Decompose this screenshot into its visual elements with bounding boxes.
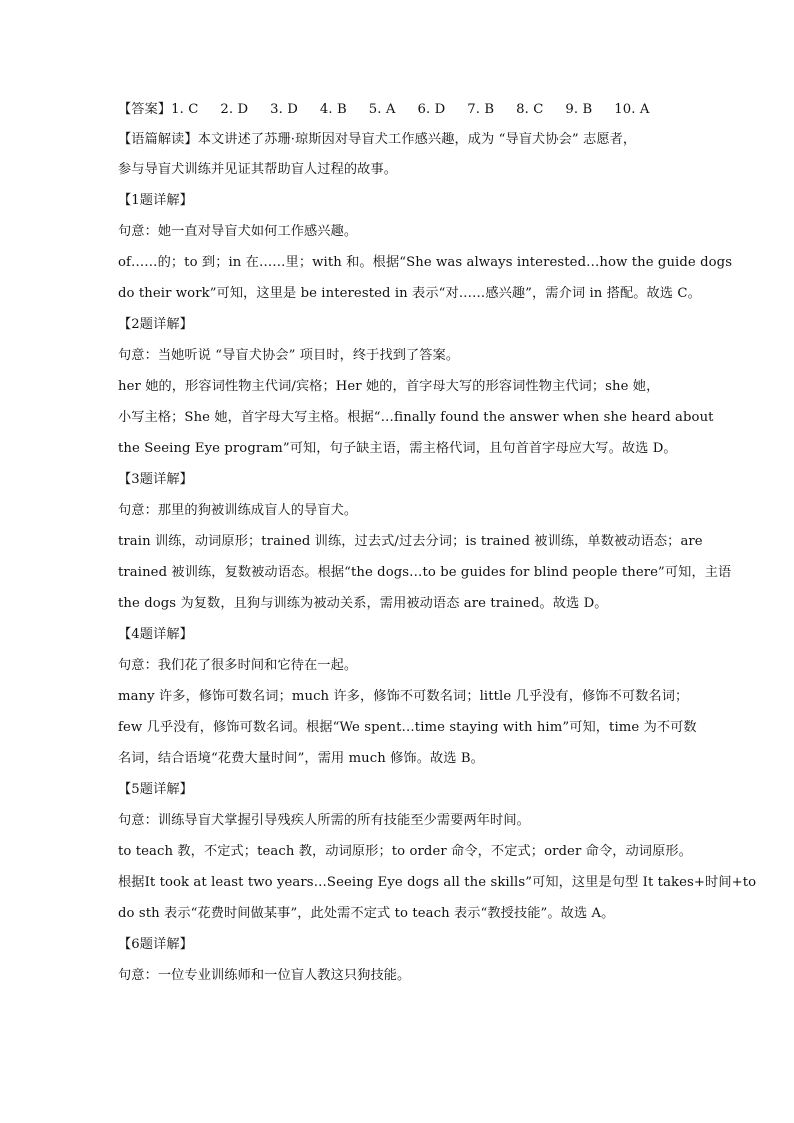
answer-item: 3. D xyxy=(270,102,298,117)
answer-item: 7. B xyxy=(467,102,495,117)
q3-explanation: train 训练，动词原形；trained 训练，过去式/过去分词；is trained 被训练，单数被动语态；are xyxy=(118,534,703,549)
q4-explanation: 名词，结合语境“花费大量时间”，需用 much 修饰。故选 B。 xyxy=(118,751,484,766)
q1-heading: 【1题详解】 xyxy=(118,193,193,208)
answer-item: 10. A xyxy=(614,102,650,117)
answer-item: 6. D xyxy=(417,102,446,117)
q5-meaning: 句意：训练导盲犬掌握引导残疾人所需的所有技能至少需要两年时间。 xyxy=(118,813,530,828)
q6-meaning: 句意：一位专业训练师和一位盲人教这只狗技能。 xyxy=(118,968,411,983)
answer-key xyxy=(118,100,678,120)
q5-explanation: to teach 教，不定式；teach 教，动词原形；to order 命令，不定式；order 命令，动词原形。 xyxy=(118,844,692,859)
q3-heading: 【3题详解】 xyxy=(118,472,193,487)
q1-explanation: do their work”可知，这里是 be interested in 表示“对……感兴趣”，需介词 in 搭配。故选 C。 xyxy=(118,286,701,301)
q2-explanation: her 她的，形容词性物主代词/宾格；Her 她的，首字母大写的形容词性物主代词；she 她， xyxy=(118,379,660,394)
q4-explanation: few 几乎没有，修饰可数名词。根据“We spent…time staying with him”可知，time 为不可数 xyxy=(118,720,697,735)
q4-meaning: 句意：我们花了很多时间和它待在一起。 xyxy=(118,658,358,673)
answer-item: 1. C xyxy=(171,102,199,117)
answer-label: 【答案】 xyxy=(118,102,172,117)
q5-explanation: 根据It took at least two years…Seeing Eye dogs all the skills”可知，这里是句型 It takes+时间+to xyxy=(118,875,757,890)
q4-explanation: many 许多，修饰可数名词；much 许多，修饰不可数名词；little 几乎没有，修饰不可数名词； xyxy=(118,689,689,704)
q1-explanation: of……的；to 到；in 在……里；with 和。根据“She was always interested…how the guide dogs xyxy=(118,255,733,270)
q5-explanation: do sth 表示“花费时间做某事”，此处需不定式 to teach 表示“教授技能”。故选 A。 xyxy=(118,906,615,921)
q2-explanation: the Seeing Eye program”可知，句子缺主语，需主格代词，且句首首字母应大写。故选 D。 xyxy=(118,441,677,456)
answer-item: 2. D xyxy=(220,102,249,117)
q3-meaning: 句意：那里的狗被训练成盲人的导盲犬。 xyxy=(118,503,358,518)
q2-heading: 【2题详解】 xyxy=(118,317,193,332)
q2-meaning: 句意：当她听说 “导盲犬协会” 项目时，终于找到了答案。 xyxy=(118,348,460,363)
q2-explanation: 小写主格；She 她，首字母大写主格。根据“…finally found the answer when she heard about xyxy=(118,410,714,425)
document-page xyxy=(118,100,757,986)
q1-meaning: 句意：她一直对导盲犬如何工作感兴趣。 xyxy=(118,224,358,239)
q6-heading: 【6题详解】 xyxy=(118,937,193,952)
reading-intro-line: 【语篇解读】本文讲述了苏珊·琼斯因对导盲犬工作感兴趣，成为 “导盲犬协会” 志愿者， xyxy=(118,132,637,147)
answer-item: 5. A xyxy=(368,102,396,117)
q3-explanation: trained 被训练，复数被动语态。根据“the dogs…to be guides for blind people there”可知，主语 xyxy=(118,565,732,580)
answer-item: 4. B xyxy=(319,102,347,117)
q5-heading: 【5题详解】 xyxy=(118,782,193,797)
answer-item: 9. B xyxy=(565,102,593,117)
reading-intro-line: 参与导盲犬训练并见证其帮助盲人过程的故事。 xyxy=(118,162,398,177)
q4-heading: 【4题详解】 xyxy=(118,627,193,642)
answer-item: 8. C xyxy=(516,102,544,117)
q3-explanation: the dogs 为复数，且狗与训练为被动关系，需用被动语态 are trained。故选 D。 xyxy=(118,596,608,611)
